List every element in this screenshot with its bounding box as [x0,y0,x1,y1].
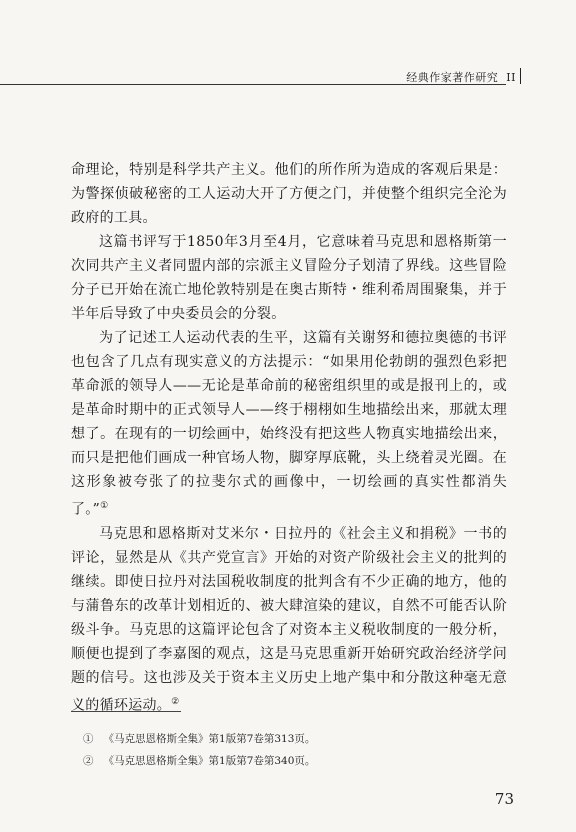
footnote-ref-2[interactable]: ② [171,696,180,707]
section-mark: II [506,71,516,84]
paragraph-4: 马克思和恩格斯对艾米尔・日拉丹的《社会主义和捐税》一书的评论，显然是从《共产党宣言》开始的对资产阶级社会主义的批判的继续。即使日拉丹对法国税收制度的批判含有不少正确的地方，他的与蒲鲁东的改革计划相近的、被大肆渲染的建议，自然不可能否认阶级斗争。马克思的这篇评论包含了对资本主义税收制度的一般分析，顺便也提到了李嘉图的观点，这是马克思重新开始研究政治经济学问题的信号。这也涉及关于资本主义历史上地产集中和分散这种毫无意义的循环运动。② [71,525,507,714]
running-head-bar [520,68,522,84]
footnote-rule [71,711,181,712]
paragraph-3: 为了记述工人运动代表的生平，这篇有关谢努和德拉奥德的书评也包含了几点有现实意义的方法提示：“如果用伦勃朗的强烈色彩把革命派的领导人——无论是革命前的秘密组织里的或是报刊上的，或是革命时期中的正式领导人——终于栩栩如生地描绘出来，那就太理想了。在现有的一切绘画中，始终没有把这些人物真实地描绘出来，而只是把他们画成一种官场人物，脚穿厚底靴，头上绕着灵光圈。在这形象被夸张了的拉斐尔式的画像中，一切绘画的真实性都消失了。”① [71,330,507,518]
footnote-1 [83,728,503,750]
footnote-ref-1[interactable]: ① [100,501,109,511]
footnote-text: 《马克思恩格斯全集》第1版第7卷第340页。 [103,755,316,767]
body-text [71,158,507,717]
running-head [406,69,516,85]
footnotes [83,728,503,772]
paragraph-1: 命理论，特别是科学共产主义。他们的所作所为造成的客观后果是：为警探侦破秘密的工人运动大开了方便之门，并使整个组织完全沦为政府的工具。 [71,162,507,226]
footnote-text: 《马克思恩格斯全集》第1版第7卷第313页。 [103,733,316,745]
paragraph-2: 这篇书评写于1850年3月至4月，它意味着马克思和恩格斯第一次同共产主义者同盟内部的宗派主义冒险分子划清了界线。这些冒险分子已开始在流亡地伦敦特别是在奥古斯特・维利希周围聚集，并于半年后导致了中央委员会的分裂。 [71,234,507,322]
page-number: 73 [494,790,514,808]
running-title: 经典作家著作研究 [406,71,499,84]
footnote-mark: ① [83,733,94,745]
footnote-mark: ② [83,755,94,767]
footnote-2 [83,750,503,772]
